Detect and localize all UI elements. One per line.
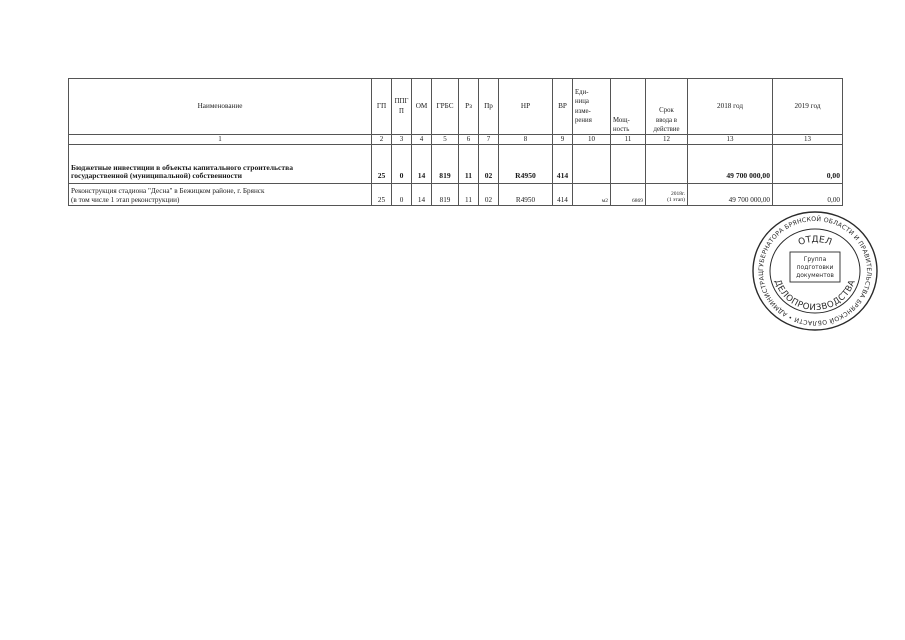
row-nr: R4950 bbox=[499, 145, 553, 184]
col-number: 7 bbox=[479, 135, 499, 145]
col-number: 10 bbox=[573, 135, 611, 145]
row-capacity bbox=[611, 145, 646, 184]
svg-text:ДЕЛОПРОИЗВОДСТВА bbox=[772, 278, 858, 313]
col-number: 5 bbox=[432, 135, 459, 145]
row-unit: м2 bbox=[573, 184, 611, 206]
header-ppgp bbox=[392, 79, 412, 135]
header-term-line2: ввода в bbox=[656, 116, 677, 124]
header-om: ОМ bbox=[412, 79, 432, 135]
row-vr: 414 bbox=[553, 145, 573, 184]
row-om: 14 bbox=[412, 145, 432, 184]
row-rz: 11 bbox=[459, 145, 479, 184]
table-header-row bbox=[69, 79, 843, 135]
svg-text:ОТДЕЛ bbox=[797, 235, 833, 248]
column-number-row bbox=[69, 135, 843, 145]
row-gp: 25 bbox=[372, 184, 392, 206]
header-pr: Пр bbox=[479, 79, 499, 135]
header-rz: Рз bbox=[459, 79, 479, 135]
row-grbs: 819 bbox=[432, 145, 459, 184]
header-ppgp-line1: ППГ bbox=[394, 98, 409, 106]
office-stamp bbox=[750, 210, 880, 332]
header-term-line1: Срок bbox=[659, 107, 674, 115]
row-name-line2: государственной (муниципальной) собственности bbox=[71, 171, 242, 181]
header-unit-line2: ница bbox=[575, 98, 589, 106]
row-amount-2018: 49 700 000,00 bbox=[688, 184, 773, 206]
stamp-inner-line3: документов bbox=[796, 272, 834, 279]
col-number: 12 bbox=[646, 135, 688, 145]
header-unit-line4: рения bbox=[575, 116, 592, 124]
row-name-line1: Реконструкция стадиона "Десна" в Бежицком районе, г. Брянск bbox=[71, 187, 265, 196]
header-unit-line1: Еди- bbox=[575, 89, 589, 97]
col-number: 3 bbox=[392, 135, 412, 145]
col-number: 13 bbox=[688, 135, 773, 145]
row-ppgp: 0 bbox=[392, 184, 412, 206]
col-number: 9 bbox=[553, 135, 573, 145]
col-number: 13 bbox=[773, 135, 843, 145]
row-term bbox=[646, 145, 688, 184]
row-grbs: 819 bbox=[432, 184, 459, 206]
stamp-ring-text: ГУБЕРНАТОРА БРЯНСКОЙ ОБЛАСТИ И ПРАВИТЕЛЬСТВА БРЯНСКОЙ ОБЛАСТИ • АДМИНИСТРАЦ bbox=[757, 215, 873, 327]
stamp-dept-top: ОТДЕЛ bbox=[797, 234, 833, 249]
header-vr: ВР bbox=[553, 79, 573, 135]
row-pr: 02 bbox=[479, 184, 499, 206]
row-amount-2018: 49 700 000,00 bbox=[688, 145, 773, 184]
table-row bbox=[69, 184, 843, 206]
row-term-line1: 2018г. bbox=[670, 190, 685, 197]
row-ppgp: 0 bbox=[392, 145, 412, 184]
row-name-line1: Бюджетные инвестиции в объекты капитального строительства bbox=[71, 162, 294, 172]
row-rz: 11 bbox=[459, 184, 479, 206]
header-term bbox=[646, 79, 688, 135]
row-vr: 414 bbox=[553, 184, 573, 206]
col-number: 11 bbox=[611, 135, 646, 145]
col-number: 8 bbox=[499, 135, 553, 145]
budget-table bbox=[68, 78, 843, 206]
row-name bbox=[69, 184, 372, 206]
stamp-dept-bottom: ДЕЛОПРОИЗВОДСТВА bbox=[772, 278, 858, 314]
header-gp: ГП bbox=[372, 79, 392, 135]
row-term-line2: (1 этап) bbox=[667, 197, 685, 204]
col-number: 6 bbox=[459, 135, 479, 145]
col-number: 1 bbox=[69, 135, 372, 145]
header-term-line3: действие bbox=[653, 125, 680, 133]
col-number: 2 bbox=[372, 135, 392, 145]
header-name: Наименование bbox=[69, 79, 372, 135]
header-capacity: Мощ-ность bbox=[611, 79, 646, 135]
row-name-line2: (в том числе 1 этап реконструкции) bbox=[71, 195, 180, 204]
header-2019: 2019 год bbox=[773, 79, 843, 135]
row-unit bbox=[573, 145, 611, 184]
stamp-inner-line1: Группа bbox=[803, 256, 827, 263]
stamp-inner-line2: подготовки bbox=[796, 264, 834, 271]
header-unit-line3: изме- bbox=[575, 107, 591, 115]
header-2018: 2018 год bbox=[688, 79, 773, 135]
row-nr: R4950 bbox=[499, 184, 553, 206]
row-name bbox=[69, 145, 372, 184]
row-gp: 25 bbox=[372, 145, 392, 184]
row-capacity: 6869 bbox=[611, 184, 646, 206]
stamp-seal-icon bbox=[750, 210, 880, 332]
col-number: 4 bbox=[412, 135, 432, 145]
table-row bbox=[69, 145, 843, 184]
header-unit bbox=[573, 79, 611, 135]
header-grbs: ГРБС bbox=[432, 79, 459, 135]
header-ppgp-line2: П bbox=[399, 107, 404, 115]
row-amount-2019: 0,00 bbox=[773, 184, 843, 206]
row-om: 14 bbox=[412, 184, 432, 206]
header-nr: НР bbox=[499, 79, 553, 135]
row-amount-2019: 0,00 bbox=[773, 145, 843, 184]
row-pr: 02 bbox=[479, 145, 499, 184]
row-term bbox=[646, 184, 688, 206]
